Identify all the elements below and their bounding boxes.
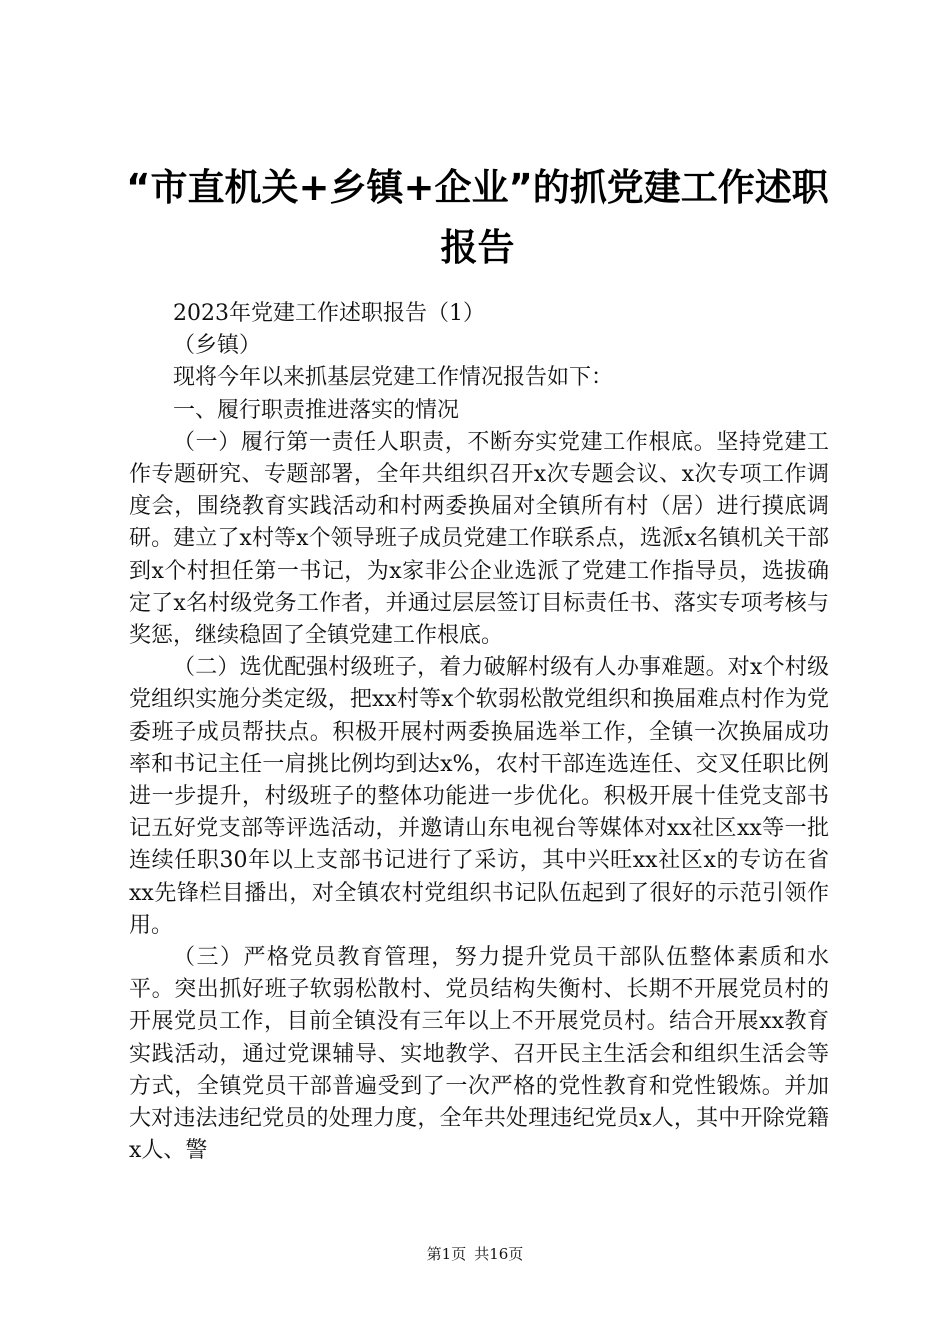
body-paragraph: （三）严格党员教育管理，努力提升党员干部队伍整体素质和水平。突出抓好班子软弱松散村、党员结构失衡村、长期不开展党员村的开展党员工作，目前全镇没有三年以上不开展党员村。结合开展xx教育实践活动，通过党课辅导、实地教学、召开民主生活会和组织生活会等方式，全镇党员干部普遍受到了一次严格的党性教育和党性锻炼。并加大对违法违纪党员的处理力度，全年共处理违纪党员x人，其中开除党籍x人、警 bbox=[129, 945, 829, 1164]
report-subheading: （乡镇） bbox=[173, 333, 262, 359]
page-number: 第1页 bbox=[426, 1245, 467, 1263]
report-heading: 2023年党建工作述职报告（1） bbox=[173, 301, 485, 326]
body-paragraph: （二）选优配强村级班子，着力破解村级有人办事难题。对x个村级党组织实施分类定级，把xx村等x个软弱松散党组织和换届难点村作为党委班子成员帮扶点。积极开展村两委换届选举工作，全镇一次换届成功率和书记主任一肩挑比例均到达x%，农村干部连选连任、交叉任职比例进一步提升，村级班子的整体功能进一步优化。积极开展十佳党支部书记五好党支部等评选活动，并邀请山东电视台等媒体对xx社区xx等一批连续任职30年以上支部书记进行了采访，其中兴旺xx社区x的专访在省xx先锋栏目播出，对全镇农村党组织书记队伍起到了很好的示范引领作用。 bbox=[129, 655, 829, 938]
document-body bbox=[129, 298, 829, 1167]
page-total: 共16页 bbox=[474, 1245, 524, 1263]
page-footer bbox=[0, 1244, 950, 1264]
section-heading: 一、履行职责推进落实的情况 bbox=[173, 397, 460, 423]
document-title: “市直机关+乡镇+企业”的抓党建工作述职报告 bbox=[126, 166, 829, 269]
intro-paragraph: 现将今年以来抓基层党建工作情况报告如下： bbox=[173, 365, 614, 391]
body-paragraph: （一）履行第一责任人职责，不断夯实党建工作根底。坚持党建工作专题研究、专题部署，全年共组织召开x次专题会议、x次专项工作调度会，围绕教育实践活动和村两委换届对全镇所有村（居）进行摸底调研。建立了x村等x个领导班子成员党建工作联系点，选派x名镇机关干部到x个村担任第一书记，为x家非公企业选派了党建工作指导员，选拔确定了x名村级党务工作者，并通过层层签订目标责任书、落实专项考核与奖惩，继续稳固了全镇党建工作根底。 bbox=[129, 429, 829, 649]
